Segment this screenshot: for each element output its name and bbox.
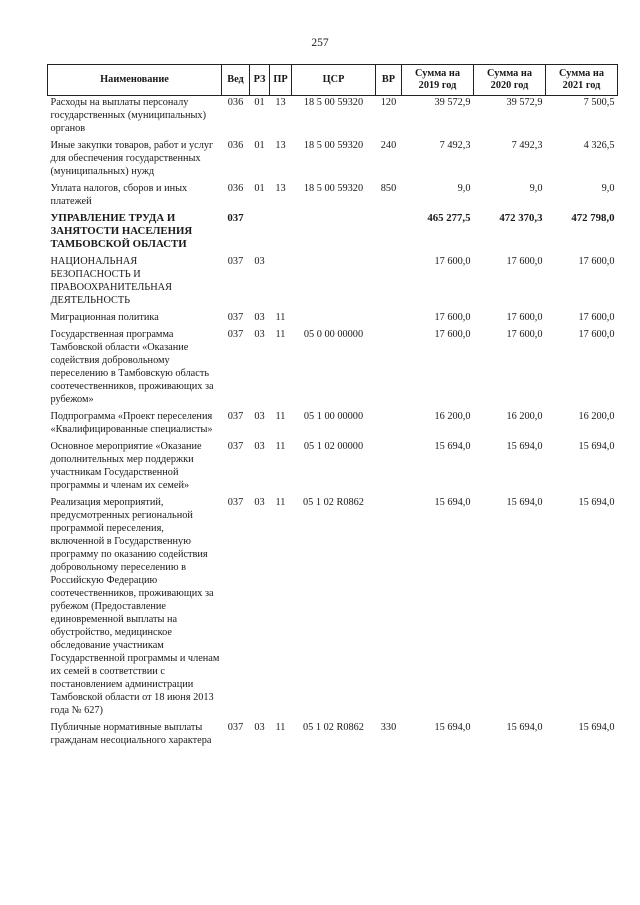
row-vr: [376, 311, 402, 328]
table-body: [48, 96, 618, 752]
row-csr: [292, 212, 376, 255]
row-csr: [292, 311, 376, 328]
row-rz: 01: [254, 183, 265, 194]
header-name: Наименование: [48, 65, 222, 96]
row-pr: 11: [275, 312, 286, 323]
row-csr: 05 1 00 00000: [303, 411, 364, 422]
row-pr: 13: [275, 140, 286, 151]
header-rz: РЗ: [250, 65, 270, 96]
row-rz: [250, 212, 270, 255]
row-rz: 03: [254, 256, 265, 267]
row-csr: 05 1 02 R0862: [303, 497, 364, 508]
row-name: Государственная программа Тамбовской области «Оказание содействия добровольному переселению в Тамбовскую область соотечественников, проживающих за рубежом»: [50, 329, 214, 405]
row-rz: 03: [254, 441, 265, 452]
row-ved: 037: [227, 212, 244, 224]
row-ved: 036: [227, 183, 244, 194]
table-row: [48, 139, 618, 182]
row-pr: [270, 212, 292, 255]
table-row: [48, 410, 618, 440]
row-sum-2021: 7 500,5: [583, 97, 615, 108]
table-row: [48, 96, 618, 140]
row-sum-2021: 17 600,0: [578, 312, 615, 323]
row-pr: 11: [275, 441, 286, 452]
row-name: Расходы на выплаты персоналу государственных (муниципальных) органов: [50, 97, 207, 134]
row-name: НАЦИОНАЛЬНАЯ БЕЗОПАСНОСТЬ И ПРАВООХРАНИТЕЛЬНАЯ ДЕЯТЕЛЬНОСТЬ: [50, 256, 172, 306]
table-row: [48, 721, 618, 751]
row-ved: 037: [227, 329, 244, 340]
row-ved: 037: [227, 312, 244, 323]
row-csr: [292, 255, 376, 311]
row-sum-2020: 9,0: [529, 183, 543, 194]
table-row: [48, 212, 618, 255]
row-rz: 03: [254, 722, 265, 733]
row-vr: 120: [380, 97, 397, 108]
row-sum-2020: 17 600,0: [506, 312, 543, 323]
row-sum-2021: 16 200,0: [578, 411, 615, 422]
row-name: Иные закупки товаров, работ и услуг для обеспечения государственных (муниципальных) нужд: [50, 140, 214, 177]
row-sum-2019: 15 694,0: [434, 441, 471, 452]
row-rz: 03: [254, 411, 265, 422]
row-name: Публичные нормативные выплаты гражданам несоциального характера: [50, 722, 212, 746]
row-sum-2019: 15 694,0: [434, 497, 471, 508]
row-sum-2019: 9,0: [457, 183, 471, 194]
table-row: [48, 255, 618, 311]
row-sum-2020: 16 200,0: [506, 411, 543, 422]
row-sum-2019: 17 600,0: [434, 329, 471, 340]
row-vr: [376, 255, 402, 311]
table-row: [48, 440, 618, 496]
row-ved: 036: [227, 97, 244, 108]
row-rz: 03: [254, 312, 265, 323]
row-vr: [376, 440, 402, 496]
row-name: Уплата налогов, сборов и иных платежей: [50, 183, 188, 207]
row-csr: 05 1 02 00000: [303, 441, 364, 452]
row-pr: 13: [275, 183, 286, 194]
row-sum-2020: 15 694,0: [506, 722, 543, 733]
row-csr: 18 5 00 59320: [303, 183, 364, 194]
row-vr: 240: [380, 140, 397, 151]
row-sum-2019: 17 600,0: [434, 312, 471, 323]
row-sum-2020: 472 370,3: [499, 212, 543, 224]
row-rz: 03: [254, 329, 265, 340]
row-rz: 03: [254, 497, 265, 508]
header-sum-2020: Сумма на 2020 год: [474, 65, 546, 96]
row-sum-2019: 17 600,0: [434, 256, 471, 267]
header-pr: ПР: [270, 65, 292, 96]
row-sum-2020: 39 572,9: [506, 97, 543, 108]
row-sum-2019: 7 492,3: [439, 140, 471, 151]
header-ved: Вед: [222, 65, 250, 96]
row-pr: 11: [275, 497, 286, 508]
row-pr: 11: [275, 722, 286, 733]
row-name: УПРАВЛЕНИЕ ТРУДА И ЗАНЯТОСТИ НАСЕЛЕНИЯ ТАМБОВСКОЙ ОБЛАСТИ: [50, 212, 193, 250]
row-sum-2021: 15 694,0: [578, 441, 615, 452]
row-vr: [376, 212, 402, 255]
row-sum-2021: 15 694,0: [578, 497, 615, 508]
row-sum-2021: 9,0: [601, 183, 615, 194]
row-sum-2019: 15 694,0: [434, 722, 471, 733]
row-vr: [376, 410, 402, 440]
header-sum-2021: Сумма на 2021 год: [546, 65, 618, 96]
row-csr: 05 0 00 00000: [303, 329, 364, 340]
row-sum-2021: 4 326,5: [583, 140, 615, 151]
row-sum-2019: 39 572,9: [434, 97, 471, 108]
row-ved: 037: [227, 256, 244, 267]
row-sum-2020: 17 600,0: [506, 256, 543, 267]
row-pr: 13: [275, 97, 286, 108]
table-row: [48, 311, 618, 328]
row-ved: 037: [227, 411, 244, 422]
row-rz: 01: [254, 140, 265, 151]
row-vr: 330: [380, 722, 397, 733]
row-sum-2021: 472 798,0: [571, 212, 615, 224]
row-sum-2019: 465 277,5: [427, 212, 471, 224]
row-sum-2021: 17 600,0: [578, 256, 615, 267]
page-number: 257: [311, 37, 329, 49]
row-vr: [376, 328, 402, 410]
row-ved: 037: [227, 722, 244, 733]
table-row: [48, 182, 618, 212]
budget-table: [47, 64, 618, 751]
row-rz: 01: [254, 97, 265, 108]
row-sum-2020: 15 694,0: [506, 441, 543, 452]
row-name: Основное мероприятие «Оказание дополнительных мер поддержки участникам Государственной программы и членам их семей»: [50, 441, 202, 491]
row-ved: 037: [227, 441, 244, 452]
row-ved: 037: [227, 497, 244, 508]
row-name: Подпрограмма «Проект переселения «Квалифицированные специалисты»: [50, 411, 213, 435]
row-csr: 18 5 00 59320: [303, 97, 364, 108]
header-sum-2019: Сумма на 2019 год: [402, 65, 474, 96]
table-header: [48, 65, 618, 96]
row-sum-2021: 17 600,0: [578, 329, 615, 340]
row-vr: 850: [380, 183, 397, 194]
row-sum-2021: 15 694,0: [578, 722, 615, 733]
row-sum-2020: 7 492,3: [511, 140, 543, 151]
row-vr: [376, 496, 402, 721]
row-name: Реализация мероприятий, предусмотренных региональной программой переселения, включенной в Государственную программу по оказанию содействия добровольному переселению в Российскую Федерацию соотечественников, проживающих за рубежом (Предоставление единовременной выплаты на обустройство, медицинское обследование участникам Государственной программы и членам их семей в соответствии с постановлением администрации Тамбовской области от 18 июня 2013 года № 627): [50, 497, 220, 716]
table-row: [48, 328, 618, 410]
row-sum-2020: 17 600,0: [506, 329, 543, 340]
header-vr: ВР: [376, 65, 402, 96]
row-pr: 11: [275, 411, 286, 422]
row-csr: 18 5 00 59320: [303, 140, 364, 151]
row-pr: 11: [275, 329, 286, 340]
row-name: Миграционная политика: [50, 312, 159, 323]
row-pr: [270, 255, 292, 311]
row-sum-2020: 15 694,0: [506, 497, 543, 508]
header-csr: ЦСР: [292, 65, 376, 96]
row-ved: 036: [227, 140, 244, 151]
row-csr: 05 1 02 R0862: [303, 722, 364, 733]
table-row: [48, 496, 618, 721]
row-sum-2019: 16 200,0: [434, 411, 471, 422]
